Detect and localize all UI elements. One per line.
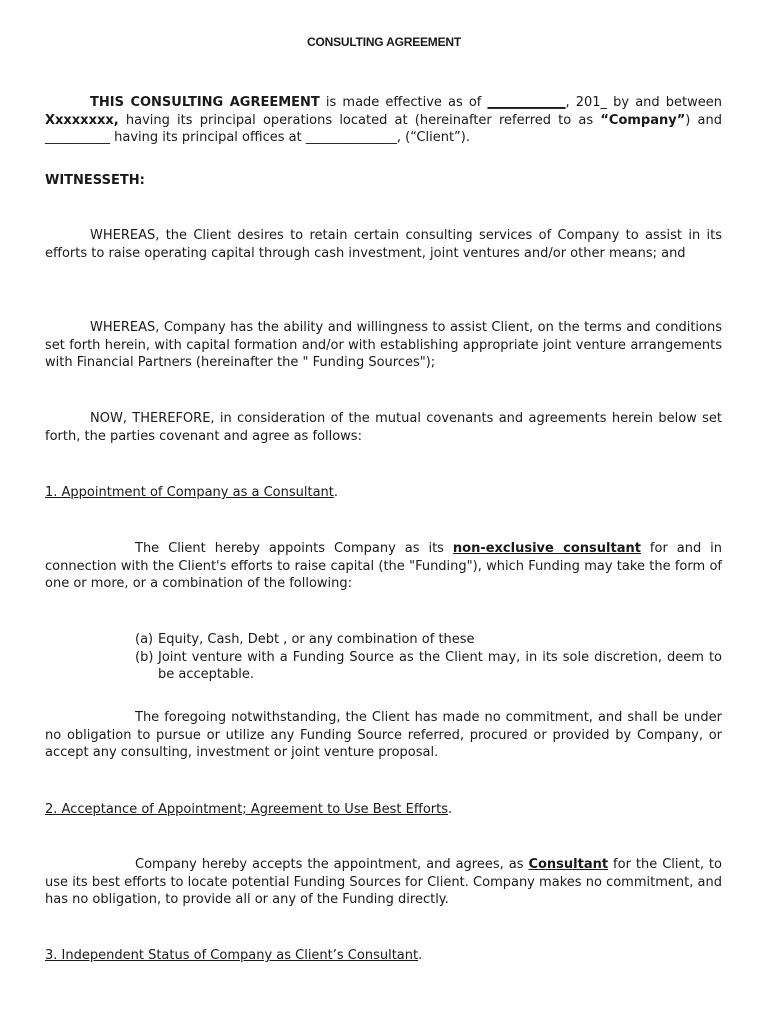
s2p1-text-c: for the Client, to use its best efforts to locate potential Funding Sources for Client. Company makes no commitment, and has no obligation, to provide all or any of the Funding directly. (45, 857, 722, 907)
s1p1-text-a: The Client hereby appoints Company as its (135, 541, 453, 556)
company-label: “Company” (600, 112, 686, 128)
consultant-term: Consultant (528, 857, 609, 872)
funding-options-list (135, 631, 722, 684)
intro-text-4: ) and __________ having its principal offices at ______________, (“Client”). (45, 112, 722, 145)
section-2-paragraph-1 (45, 856, 722, 909)
intro-lead: THIS CONSULTING AGREEMENT (90, 95, 320, 110)
intro-text-1: is made effective as of (319, 95, 488, 110)
section-1-heading-text: 1. Appointment of Company as a Consultant (45, 485, 334, 500)
section-1-heading (45, 484, 338, 502)
section-3-period: . (418, 948, 423, 963)
section-2-period: . (448, 802, 453, 817)
list-item (135, 631, 722, 649)
list-item-text: Equity, Cash, Debt , or any combination of these (158, 632, 475, 647)
whereas-paragraph-2: WHEREAS, Company has the ability and willingness to assist Client, on the terms and conditions set forth herein, with capital formation and/or with establishing appropriate joint venture arrangements with Financial Partners (hereinafter the " Funding Sources"); (45, 320, 722, 370)
section-3-heading (45, 947, 422, 965)
now-therefore-paragraph: NOW, THEREFORE, in consideration of the mutual covenants and agreements herein below set forth, the parties covenant and agree as follows: (45, 411, 722, 444)
section-2-heading-text: 2. Acceptance of Appointment; Agreement to Use Best Efforts (45, 802, 448, 817)
list-marker: (a) (135, 632, 154, 647)
intro-paragraph (45, 94, 722, 147)
company-name: Xxxxxxxx, (45, 112, 119, 128)
section-1-paragraph-2: The foregoing notwithstanding, the Client has made no commitment, and shall be under no obligation to pursue or utilize any Funding Source referred, procured or provided by Company, or accept any consulting, investment or joint venture proposal. (45, 710, 722, 760)
s2p1-text-a: Company hereby accepts the appointment, and agrees, as (135, 857, 529, 872)
whereas-paragraph-1: WHEREAS, the Client desires to retain certain consulting services of Company to assist in its efforts to raise operating capital through cash investment, joint ventures and/or other means; and (45, 228, 722, 261)
s1p1-text-c: for and in connection with the Client's efforts to raise capital (the "Funding"), which Funding may take the form of one or more, or a combination of the following: (45, 541, 722, 591)
effective-date-blank: ____________ (487, 95, 566, 110)
intro-text-3: having its principal operations located at (hereinafter referred to as (118, 112, 601, 128)
section-2-heading (45, 801, 452, 819)
document-title: CONSULTING AGREEMENT (307, 35, 461, 49)
intro-text-2: , 201_ by and between (565, 95, 722, 110)
list-item-text: Joint venture with a Funding Source as the Client may, in its sole discretion, deem to be acceptable. (158, 649, 722, 682)
section-1-period: . (333, 485, 339, 500)
section-3-heading-text: 3. Independent Status of Company as Client’s Consultant (45, 948, 419, 963)
non-exclusive-consultant: non-exclusive consultant (452, 541, 641, 556)
section-1-paragraph-1 (45, 540, 722, 593)
witnesseth-heading: WITNESSETH: (45, 173, 145, 188)
list-marker: (b) (135, 649, 154, 665)
list-item (135, 649, 722, 684)
